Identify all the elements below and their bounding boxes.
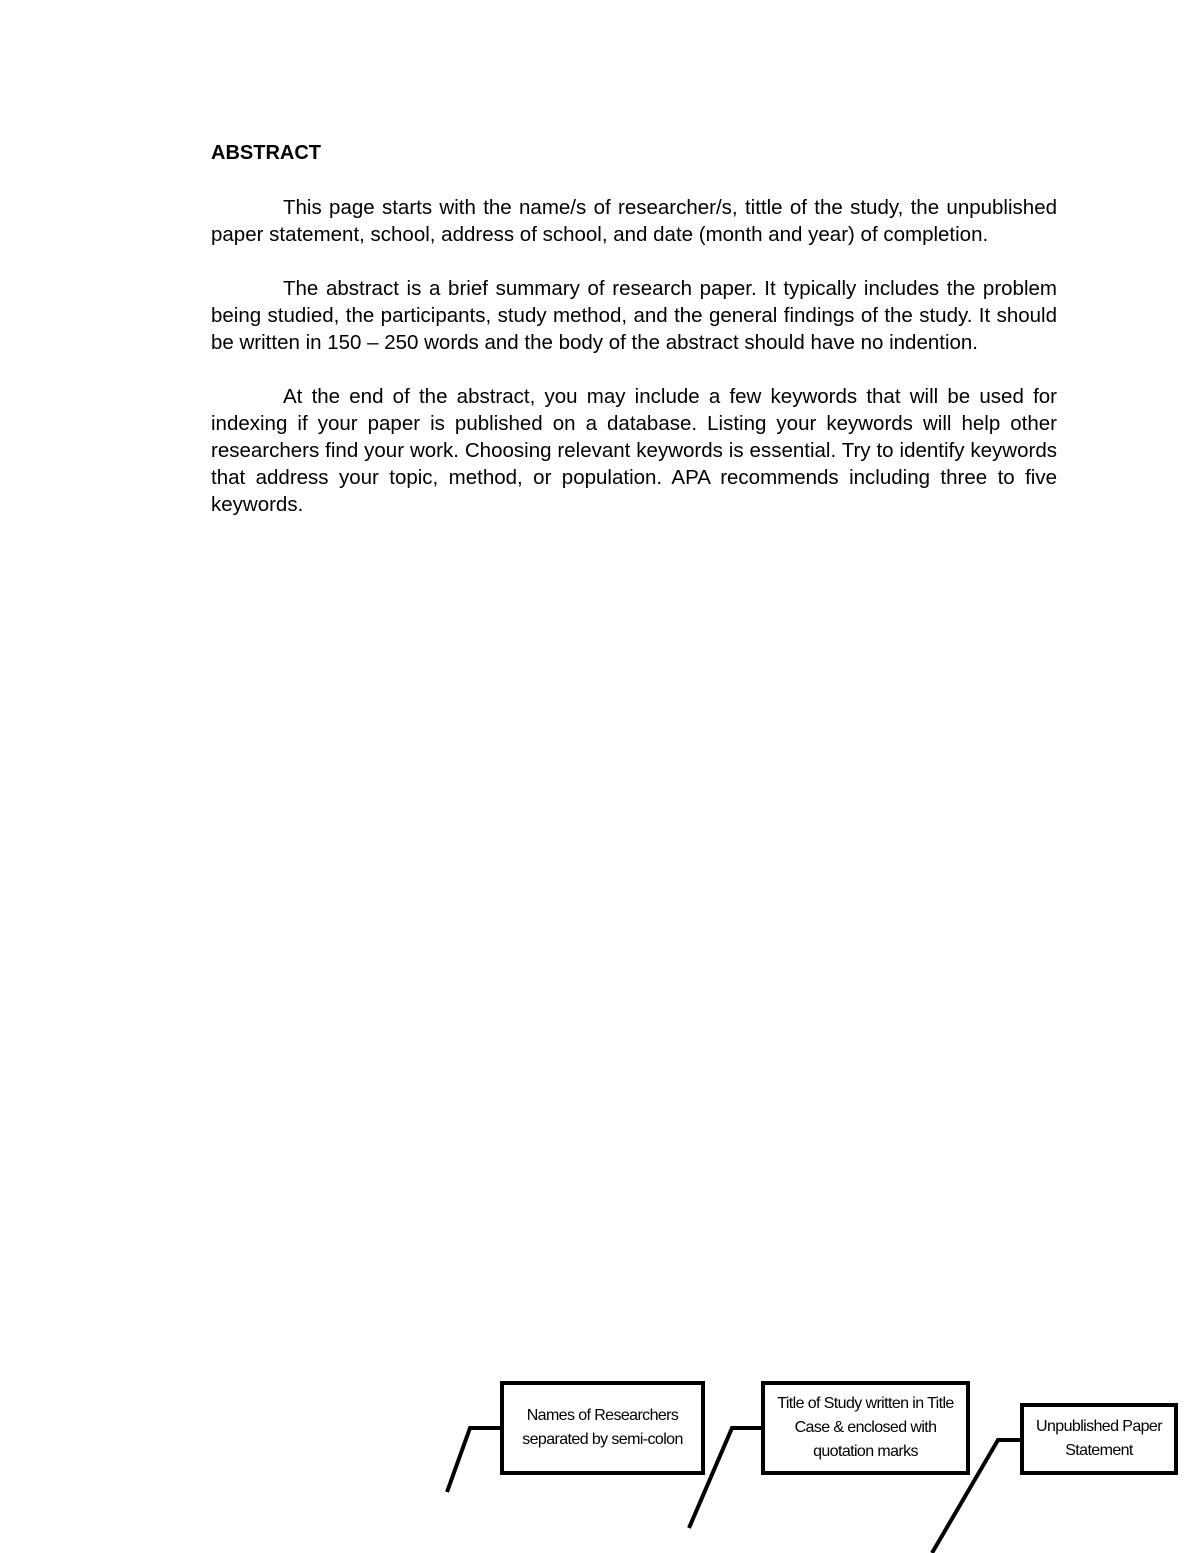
paragraph-1: This page starts with the name/s of researcher/s, tittle of the study, the unpublished paper statement, school, address of school, and date (month and year) of completion. xyxy=(211,196,1057,246)
callout-2-label: Title of Study written in Title Case & enclosed with quotation marks xyxy=(777,1395,954,1460)
paragraph-3: At the end of the abstract, you may include a few keywords that will be used for indexing if your paper is published on a database. Listing your keywords will help other researchers find your work. Choosing relevant keywords is essential. Try to identify keywords that address your topic, method, or population. APA recommends including three to five keywords. xyxy=(211,385,1057,516)
callout-title-of-study xyxy=(761,1381,970,1475)
paragraph-2: The abstract is a brief summary of research paper. It typically includes the problem being studied, the participants, study method, and the general findings of the study. It should be written in 150 – 250 words and the body of the abstract should have no indention. xyxy=(211,277,1057,354)
page-title: ABSTRACT xyxy=(211,142,321,164)
callout-unpublished-paper-statement xyxy=(1020,1403,1178,1475)
callout-3-label: Unpublished Paper Statement xyxy=(1036,1418,1162,1459)
callout-1-leader xyxy=(447,1428,500,1492)
document-body xyxy=(211,140,1057,545)
callout-1-label: Names of Researchers separated by semi-colon xyxy=(522,1407,683,1448)
callout-names-of-researchers xyxy=(500,1381,705,1475)
